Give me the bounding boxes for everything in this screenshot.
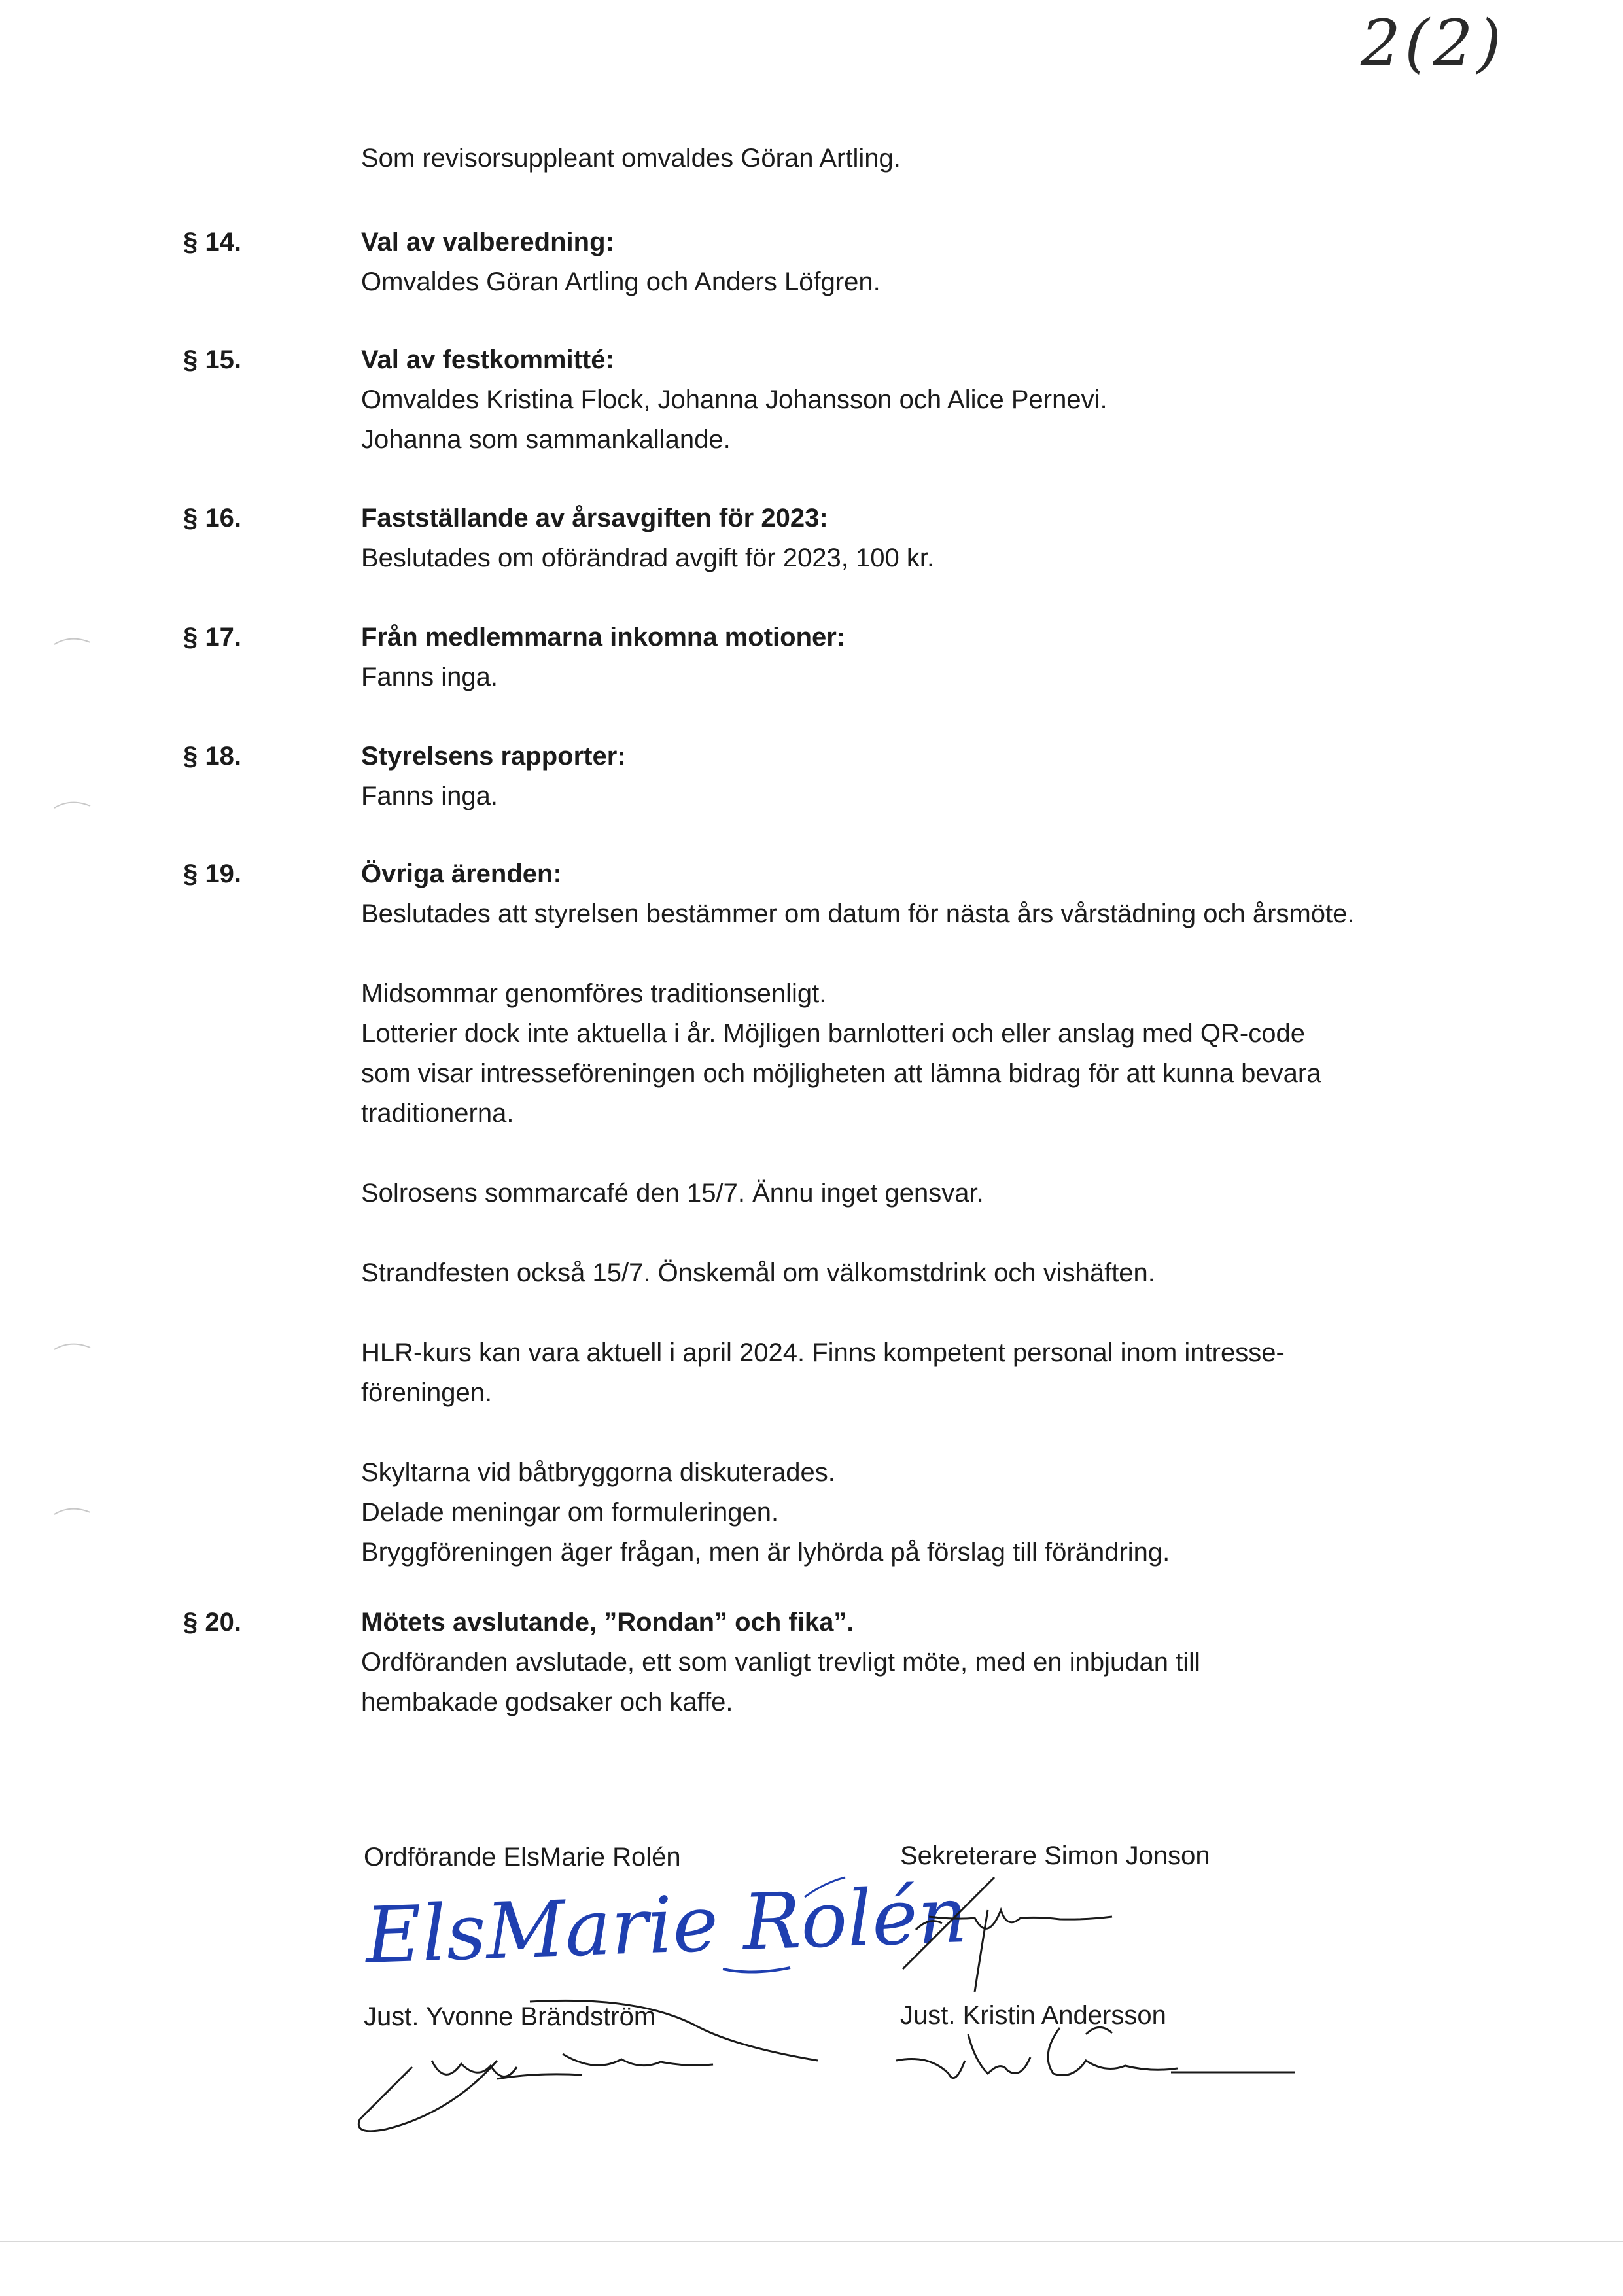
- section-line: Ordföranden avslutade, ett som vanligt trevligt möte, med en inbjudan till: [361, 1648, 1200, 1677]
- section-line: Strandfesten också 15/7. Önskemål om välkomstdrink och vishäften.: [361, 1259, 1155, 1287]
- chair-label: Ordförande ElsMarie Rolén: [364, 1843, 681, 1871]
- section-line: HLR-kurs kan vara aktuell i april 2024. Finns kompetent personal inom intresse-: [361, 1338, 1285, 1367]
- section-line: Beslutades om oförändrad avgift för 2023, 100 kr.: [361, 544, 935, 572]
- section-number: § 17.: [183, 623, 241, 652]
- section-line: föreningen.: [361, 1378, 493, 1407]
- adjuster-2-label: Just. Kristin Andersson: [900, 2001, 1166, 2030]
- section-title: Från medlemmarna inkomna motioner:: [361, 623, 846, 652]
- secretary-signature: [890, 1871, 1164, 2002]
- margin-mark: [51, 1505, 97, 1518]
- margin-mark: [51, 635, 97, 648]
- section-line: som visar intresseföreningen och möjligheten att lämna bidrag för att kunna bevara: [361, 1059, 1321, 1088]
- section-title: Fastställande av årsavgiften för 2023:: [361, 504, 828, 532]
- section-line: traditionerna.: [361, 1099, 514, 1128]
- section-number: § 15.: [183, 345, 241, 374]
- preamble-text: Som revisorsuppleant omvaldes Göran Artling.: [361, 144, 901, 173]
- section-line: Beslutades att styrelsen bestämmer om datum för nästa års vårstädning och årsmöte.: [361, 899, 1355, 928]
- section-line: Fanns inga.: [361, 663, 498, 691]
- section-number: § 18.: [183, 742, 241, 771]
- section-line: Midsommar genomföres traditionsenligt.: [361, 979, 827, 1008]
- section-number: § 19.: [183, 860, 241, 888]
- section-line: Omvaldes Kristina Flock, Johanna Johansson och Alice Pernevi.: [361, 385, 1108, 414]
- chair-signature: [353, 1869, 969, 1982]
- section-title: Val av valberedning:: [361, 228, 614, 256]
- margin-mark: [51, 1340, 97, 1353]
- section-title: Styrelsens rapporter:: [361, 742, 626, 771]
- adjuster-2-signature: [890, 1995, 1308, 2100]
- scan-edge-line: [0, 2241, 1623, 2242]
- section-number: § 16.: [183, 504, 241, 532]
- section-line: hembakade godsaker och kaffe.: [361, 1688, 733, 1716]
- section-line: Delade meningar om formuleringen.: [361, 1498, 779, 1527]
- margin-mark: [51, 798, 97, 811]
- section-line: Johanna som sammankallande.: [361, 425, 731, 454]
- section-title: Övriga ärenden:: [361, 860, 562, 888]
- adjuster-1-signature: [347, 1989, 870, 2146]
- chair-signature-text: ElsMarie Rolén: [364, 1869, 969, 1981]
- section-number: § 14.: [183, 228, 241, 256]
- section-title: Val av festkommitté:: [361, 345, 614, 374]
- section-line: Bryggföreningen äger frågan, men är lyhörda på förslag till förändring.: [361, 1538, 1170, 1567]
- adjuster-1-label: Just. Yvonne Brändström: [364, 2002, 656, 2031]
- section-line: Skyltarna vid båtbryggorna diskuterades.: [361, 1458, 835, 1487]
- section-title: Mötets avslutande, ”Rondan” och fika”.: [361, 1608, 854, 1637]
- page-number: 2(2): [1361, 7, 1506, 80]
- section-line: Omvaldes Göran Artling och Anders Löfgren.: [361, 268, 881, 296]
- secretary-label: Sekreterare Simon Jonson: [900, 1841, 1210, 1870]
- section-line: Solrosens sommarcafé den 15/7. Ännu inget gensvar.: [361, 1179, 984, 1208]
- section-line: Fanns inga.: [361, 782, 498, 810]
- section-line: Lotterier dock inte aktuella i år. Möjligen barnlotteri och eller anslag med QR-code: [361, 1019, 1305, 1048]
- section-number: § 20.: [183, 1608, 241, 1637]
